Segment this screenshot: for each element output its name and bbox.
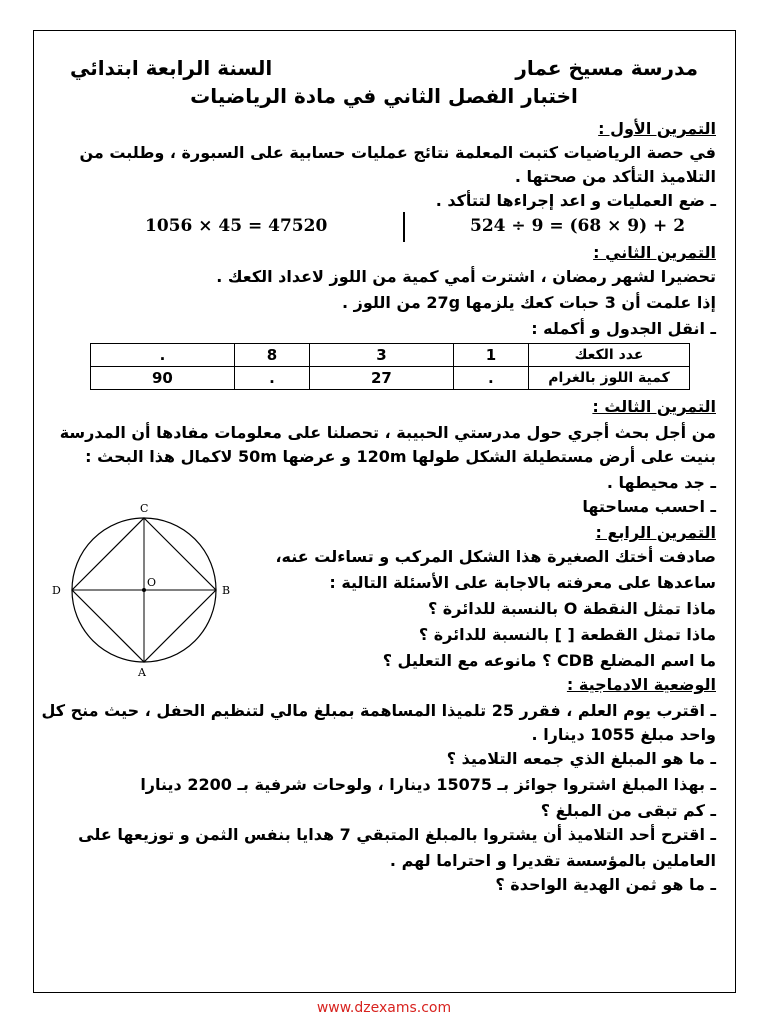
integration-line1: ـ اقترب يوم العلم ، فقرر 25 تلميذا المساهمة بمبلغ مالي لتنظيم الحفل ، حيث منح كل: [41, 701, 716, 720]
center-point: [142, 588, 146, 592]
label-o: O: [147, 576, 157, 589]
exercise3-line2: بنيت على أرض مستطيلة الشكل طولها 120m و عرضها 50m لاكمال هذا البحث :: [85, 447, 716, 466]
table-cell: 3: [310, 344, 454, 367]
label-b: B: [222, 584, 231, 597]
integration-heading: الوضعية الادماجية :: [566, 675, 716, 694]
exercise3-line4: ـ احسب مساحتها: [582, 497, 716, 516]
exercise1-line1: في حصة الرياضيات كتبت المعلمة نتائج عمليات حسابية على السبورة ، وطلبت من: [79, 143, 716, 162]
equation-multiplication: 1056 × 45 = 47520: [145, 216, 328, 236]
exercise3-line1: من أجل بحث أجري حول مدرستي الحبيبة ، تحصلنا على معلومات مفادها أن المدرسة: [59, 423, 716, 442]
circle-square-figure: [48, 498, 248, 683]
almond-table: [90, 343, 690, 390]
divider-bar: [403, 212, 405, 242]
exercise2-heading: التمرين الثاني :: [593, 243, 716, 262]
integration-line4: ـ بهذا المبلغ اشتروا جوائز بـ 15075 دينارا ، ولوحات شرفية بـ 2200 دينارا: [140, 775, 716, 794]
integration-line5: ـ كم تبقى من المبلغ ؟: [540, 801, 716, 820]
table-cell: .: [234, 367, 309, 390]
label-c: C: [140, 502, 149, 515]
table-cell: 27: [310, 367, 454, 390]
exercise2-line3: ـ انقل الجدول و أكمله :: [531, 319, 716, 338]
exercise4-line4: ماذا تمثل القطعة [ ] بالنسبة للدائرة ؟: [418, 625, 716, 644]
equation-division: 524 ÷ 9 = (68 × 9) + 2: [470, 216, 686, 236]
website-link[interactable]: www.dzexams.com: [316, 1000, 452, 1016]
integration-line8: ـ ما هو ثمن الهدية الواحدة ؟: [495, 875, 716, 894]
table-row: [91, 367, 690, 390]
exercise2-line2: إذا علمت أن 3 حبات كعك يلزمها 27g من اللوز .: [341, 293, 716, 312]
exercise1-heading: التمرين الأول :: [598, 119, 716, 138]
table-cell: 1: [453, 344, 528, 367]
exercise1-line2: التلاميذ التأكد من صحتها .: [514, 167, 716, 186]
header: [70, 56, 698, 84]
grade-level: السنة الرابعة ابتدائي: [70, 56, 273, 80]
integration-line6: ـ اقترح أحد التلاميذ أن يشتروا بالمبلغ المتبقي 7 هدايا بنفس الثمن و توزيعها على: [78, 825, 716, 844]
label-d: D: [52, 584, 61, 597]
integration-line3: ـ ما هو المبلغ الذي جمعه التلاميذ ؟: [446, 749, 716, 768]
exercise4-line1: صادفت أختك الصغيرة هذا الشكل المركب و تساءلت عنه،: [275, 547, 716, 566]
table-row-label: كمية اللوز بالغرام: [529, 367, 690, 390]
exercise3-heading: التمرين الثالث :: [592, 397, 716, 416]
table-cell: .: [91, 344, 235, 367]
school-name: مدرسة مسيخ عمار: [515, 56, 698, 80]
table-row: [91, 344, 690, 367]
label-a: A: [138, 666, 146, 679]
exercise1-line3: ـ ضع العمليات و اعد إجراءها لتتأكد .: [435, 191, 716, 210]
exercise4-line3: ماذا تمثل النقطة O بالنسبة للدائرة ؟: [427, 599, 716, 618]
integration-line7: العاملين بالمؤسسة تقديرا و احتراما لهم .: [389, 851, 716, 870]
exercise3-line3: ـ جد محيطها .: [606, 473, 716, 492]
exercise4-line2: ساعدها على معرفته بالاجابة على الأسئلة التالية :: [329, 573, 716, 592]
table-cell: .: [453, 367, 528, 390]
exercise2-line1: تحضيرا لشهر رمضان ، اشترت أمي كمية من اللوز لاعداد الكعك .: [216, 267, 716, 286]
table-row-label: عدد الكعك: [529, 344, 690, 367]
table-cell: 8: [234, 344, 309, 367]
exercise4-heading: التمرين الرابع :: [595, 523, 716, 542]
table-cell: 90: [91, 367, 235, 390]
integration-line2: واحد مبلغ 1055 دينارا .: [531, 725, 716, 744]
exercise4-line5: ما اسم المضلع CDB ؟ مانوعه مع التعليل ؟: [382, 651, 716, 670]
exam-title: اختبار الفصل الثاني في مادة الرياضيات: [190, 84, 578, 108]
